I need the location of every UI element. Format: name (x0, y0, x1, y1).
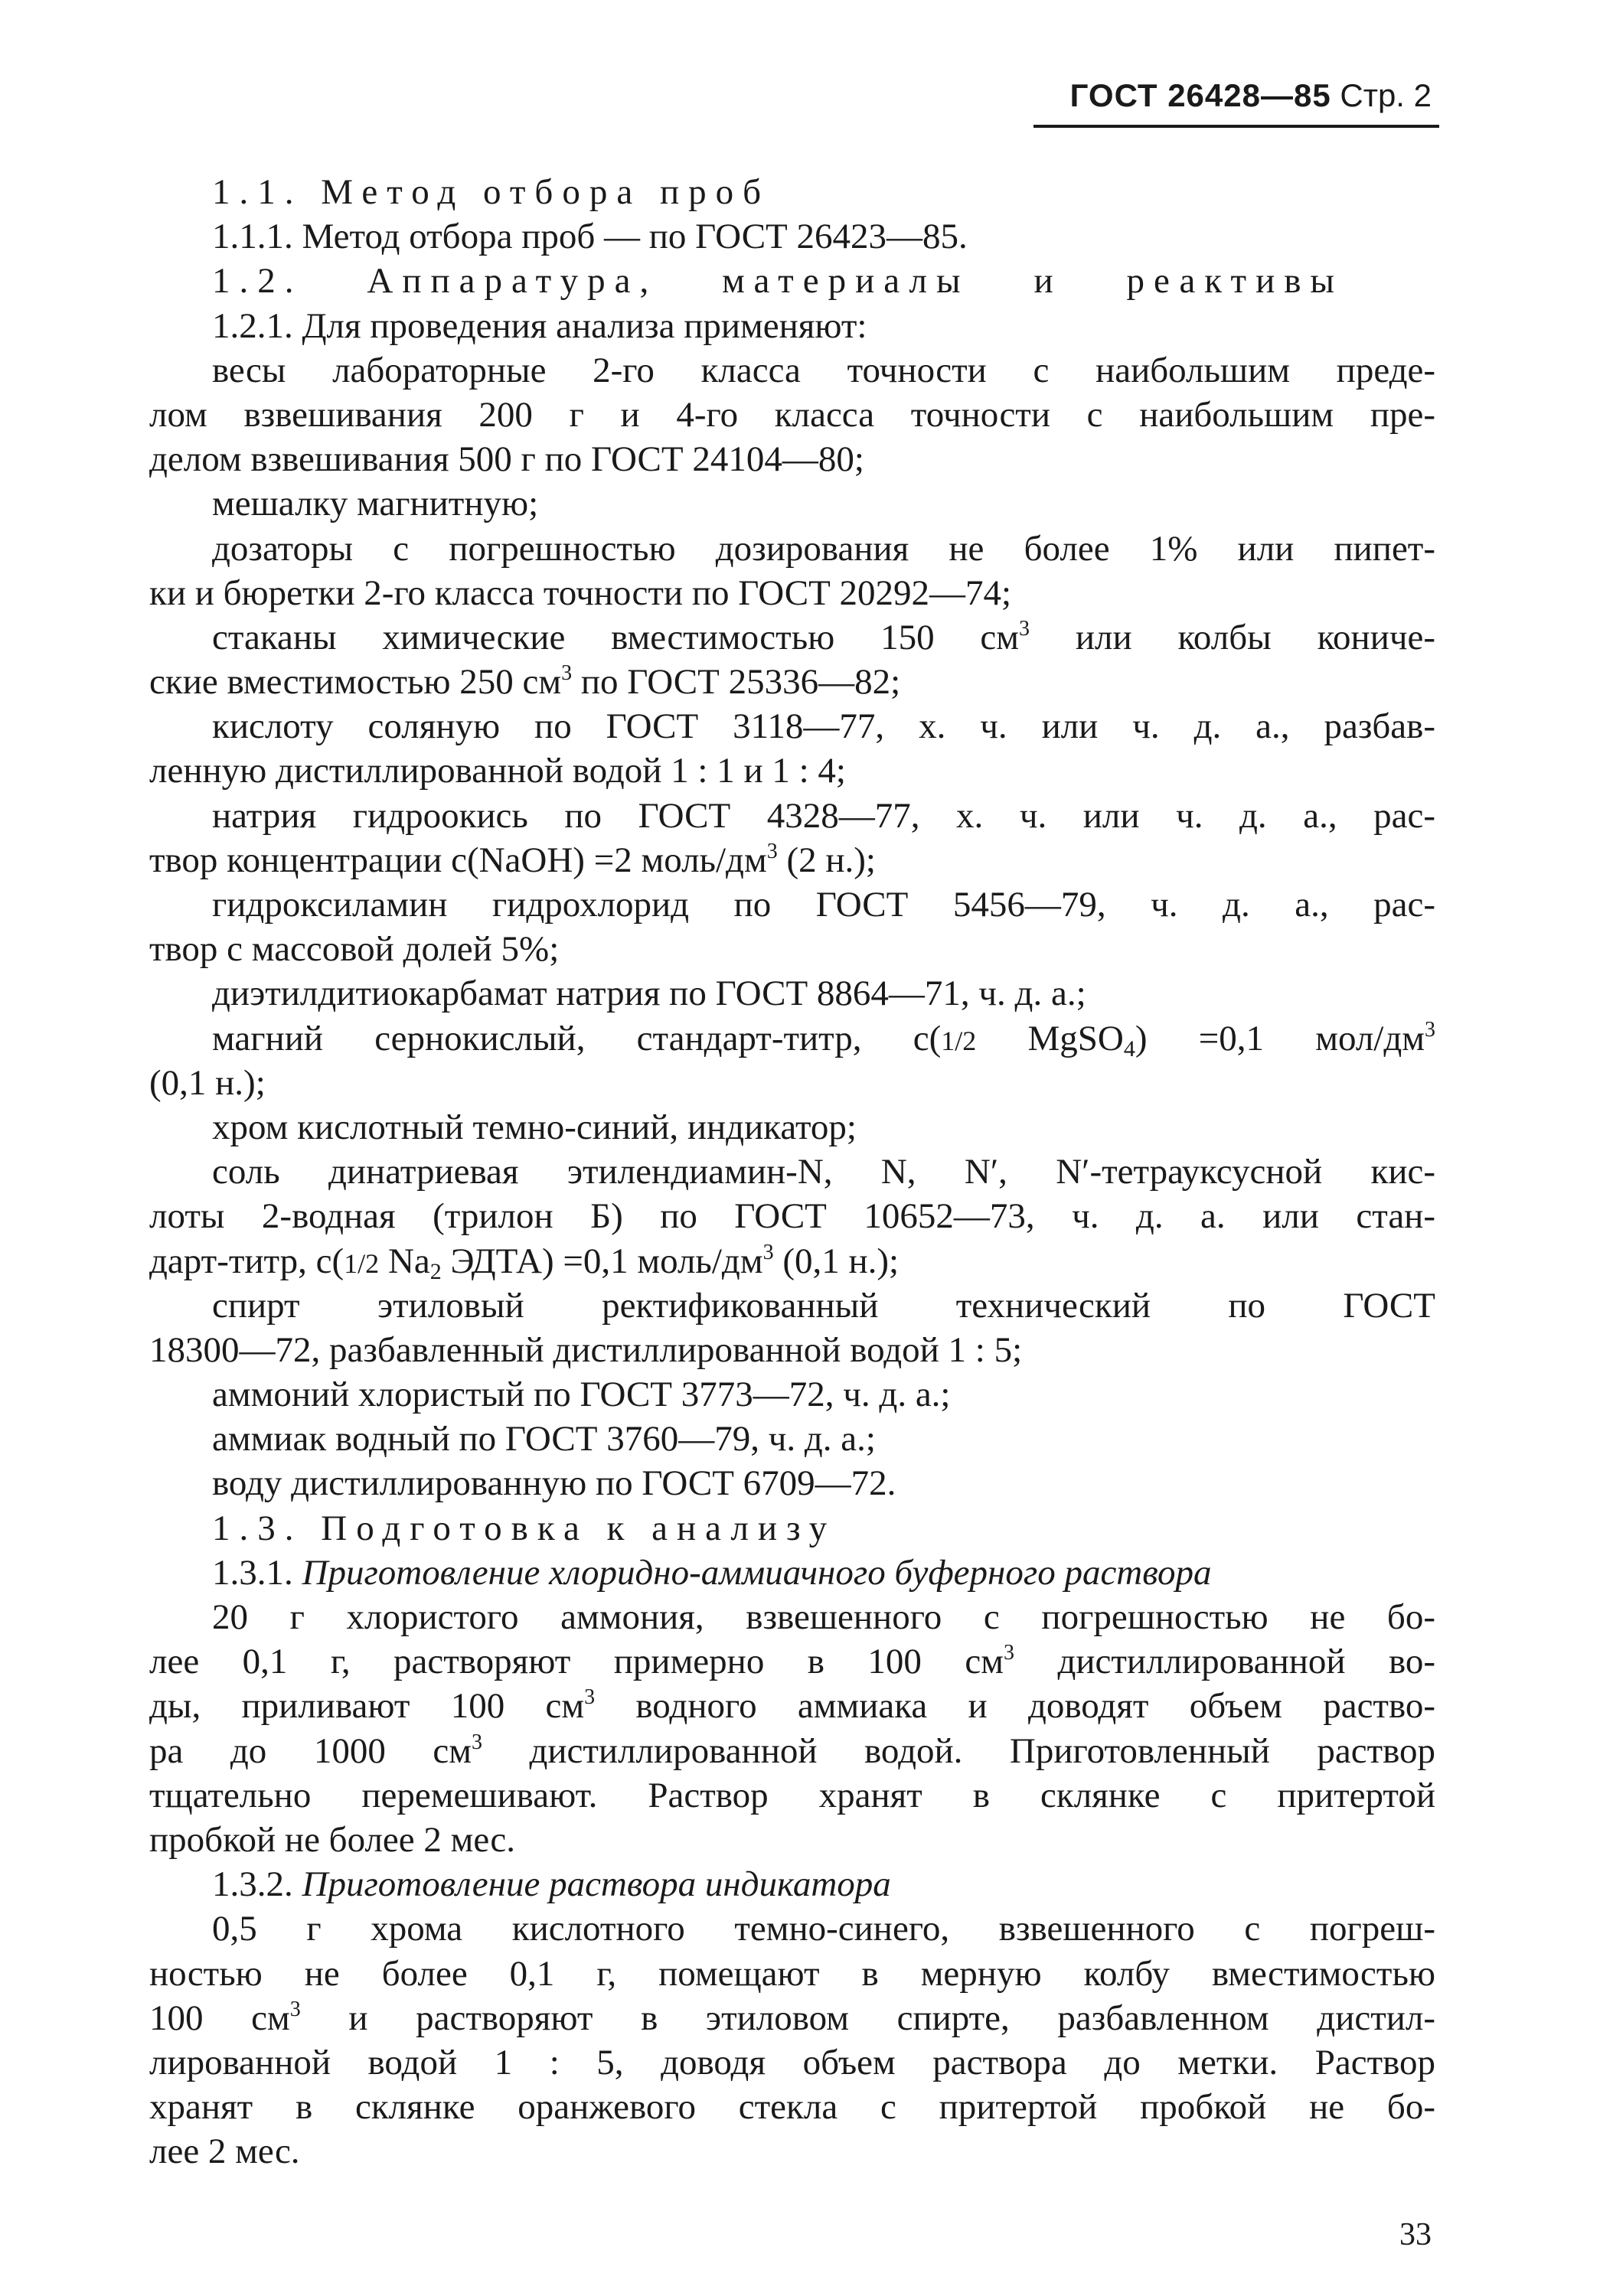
text-line: тщательно перемешивают. Раствор хранят в склянке с притертой (149, 1775, 1435, 1815)
text-line: лоты 2-водная (трилон Б) по ГОСТ 10652—73, ч. д. а. или стан- (149, 1196, 1435, 1237)
text-line: аммоний хлористый по ГОСТ 3773—72, ч. д. а.; (212, 1375, 951, 1415)
text-line: лом взвешивания 200 г и 4-го класса точности с наибольшим пре- (149, 394, 1435, 435)
text-line: соль динатриевая этилендиамин-N, N, N′, N′-тетрауксусной кис- (212, 1152, 1435, 1192)
text-line: 20 г хлористого аммония, взвешенного с погрешностью не бо- (212, 1597, 1435, 1637)
running-header (1033, 73, 1432, 119)
text-line: твор концентрации c(NaOH) =2 моль/$дм^3$ (2 н.); (149, 839, 876, 880)
text-line: твор с массовой долей 5%; (149, 929, 560, 970)
text-line: лированной водой 1 : 5, доводя объем раствора до метки. Раствор (149, 2042, 1435, 2082)
text-line: (0,1 н.); (149, 1062, 266, 1103)
text-line: аммиак водный по ГОСТ 3760—79, ч. д. а.; (212, 1419, 876, 1459)
text-line: лее 0,1 г, растворяют примерно в 100 $см^3$ дистиллированной во- (149, 1641, 1436, 1682)
text-line: пробкой не более 2 мес. (149, 1819, 516, 1860)
page-number: 33 (1399, 2217, 1432, 2252)
header-rule (1033, 125, 1439, 128)
subsection-heading: 1.3.2. Приготовление раствора индикатора (212, 1864, 891, 1905)
page-label: Стр. 2 (1340, 77, 1432, 113)
standard-number: ГОСТ 26428—85 (1069, 77, 1331, 113)
text-line: 1.2.1. Для проведения анализа применяют: (212, 305, 867, 346)
text-line: ки и бюретки 2-го класса точности по ГОСТ 20292—74; (149, 572, 1012, 613)
text-line: магний сернокислый, стандарт-титр, c(1/2 MgSO$_4$) =0,1 мол/$дм^3$ (212, 1017, 1436, 1062)
text-line: ленную дистиллированной водой 1 : 1 и 1 : 4; (149, 751, 846, 791)
text-line: спирт этиловый ректификованный технический по ГОСТ (212, 1285, 1435, 1326)
text-line: ды, приливают 100 $см^3$ водного аммиака и доводят объем раство- (149, 1685, 1435, 1727)
text-line: дарт-титр, c(1/2 $Na_2$ ЭДТА) =0,1 моль/$дм^3$ (0,1 н.); (149, 1240, 900, 1284)
text-line: хром кислотный темно-синий, индикатор; (212, 1107, 857, 1147)
text-line: воду дистиллированную по ГОСТ 6709—72. (212, 1463, 896, 1504)
text-line: гидроксиламин гидрохлорид по ГОСТ 5456—79, ч. д. а., рас- (212, 885, 1435, 925)
text-line: 0,5 г хрома кислотного темно-синего, взвешенного с погреш- (212, 1909, 1435, 1949)
text-line: хранят в склянке оранжевого стекла с притертой пробкой не бо- (149, 2087, 1435, 2128)
text-line: ра до 1000 $см^3$ дистиллированной водой. Приготовленный раствор (149, 1730, 1435, 1771)
section-heading: 1.2. Аппаратура, материалы и реактивы (212, 261, 1344, 302)
text-line: ностью не более 0,1 г, помещают в мерную колбу вместимостью (149, 1953, 1435, 1994)
text-line: 18300—72, разбавленный дистиллированной водой 1 : 5; (149, 1329, 1023, 1370)
section-heading: 1.3. Подготовка к анализу (212, 1508, 837, 1548)
text-line: делом взвешивания 500 г по ГОСТ 24104—80; (149, 439, 864, 480)
text-line: 100 $см^3$ и растворяют в этиловом спирте, разбавленном дистил- (149, 1997, 1436, 2038)
text-line: лее 2 мес. (149, 2131, 300, 2172)
text-line: натрия гидроокись по ГОСТ 4328—77, х. ч. или ч. д. а., рас- (212, 795, 1435, 836)
section-heading: 1.1. Метод отбора проб (212, 172, 771, 212)
subsection-heading: 1.3.1. Приготовление хлоридно-аммиачного буферного раствора (212, 1552, 1212, 1593)
text-line: весы лабораторные 2-го класса точности с наибольшим преде- (212, 350, 1435, 390)
text-line: мешалку магнитную; (212, 484, 539, 524)
body-text (149, 170, 1435, 2174)
text-line: ские вместимостью 250 $см^3$ по ГОСТ 25336—82; (149, 661, 901, 703)
text-line: диэтилдитиокарбамат натрия по ГОСТ 8864—71, ч. д. а.; (212, 974, 1086, 1014)
text-line: стаканы химические вместимостью 150 $см^3$ или колбы кониче- (212, 616, 1435, 657)
text-line: дозаторы с погрешностью дозирования не более 1% или пипет- (212, 528, 1435, 569)
text-line: 1.1.1. Метод отбора проб — по ГОСТ 26423—85. (212, 217, 968, 257)
text-line: кислоту соляную по ГОСТ 3118—77, х. ч. или ч. д. а., разбав- (212, 706, 1435, 747)
